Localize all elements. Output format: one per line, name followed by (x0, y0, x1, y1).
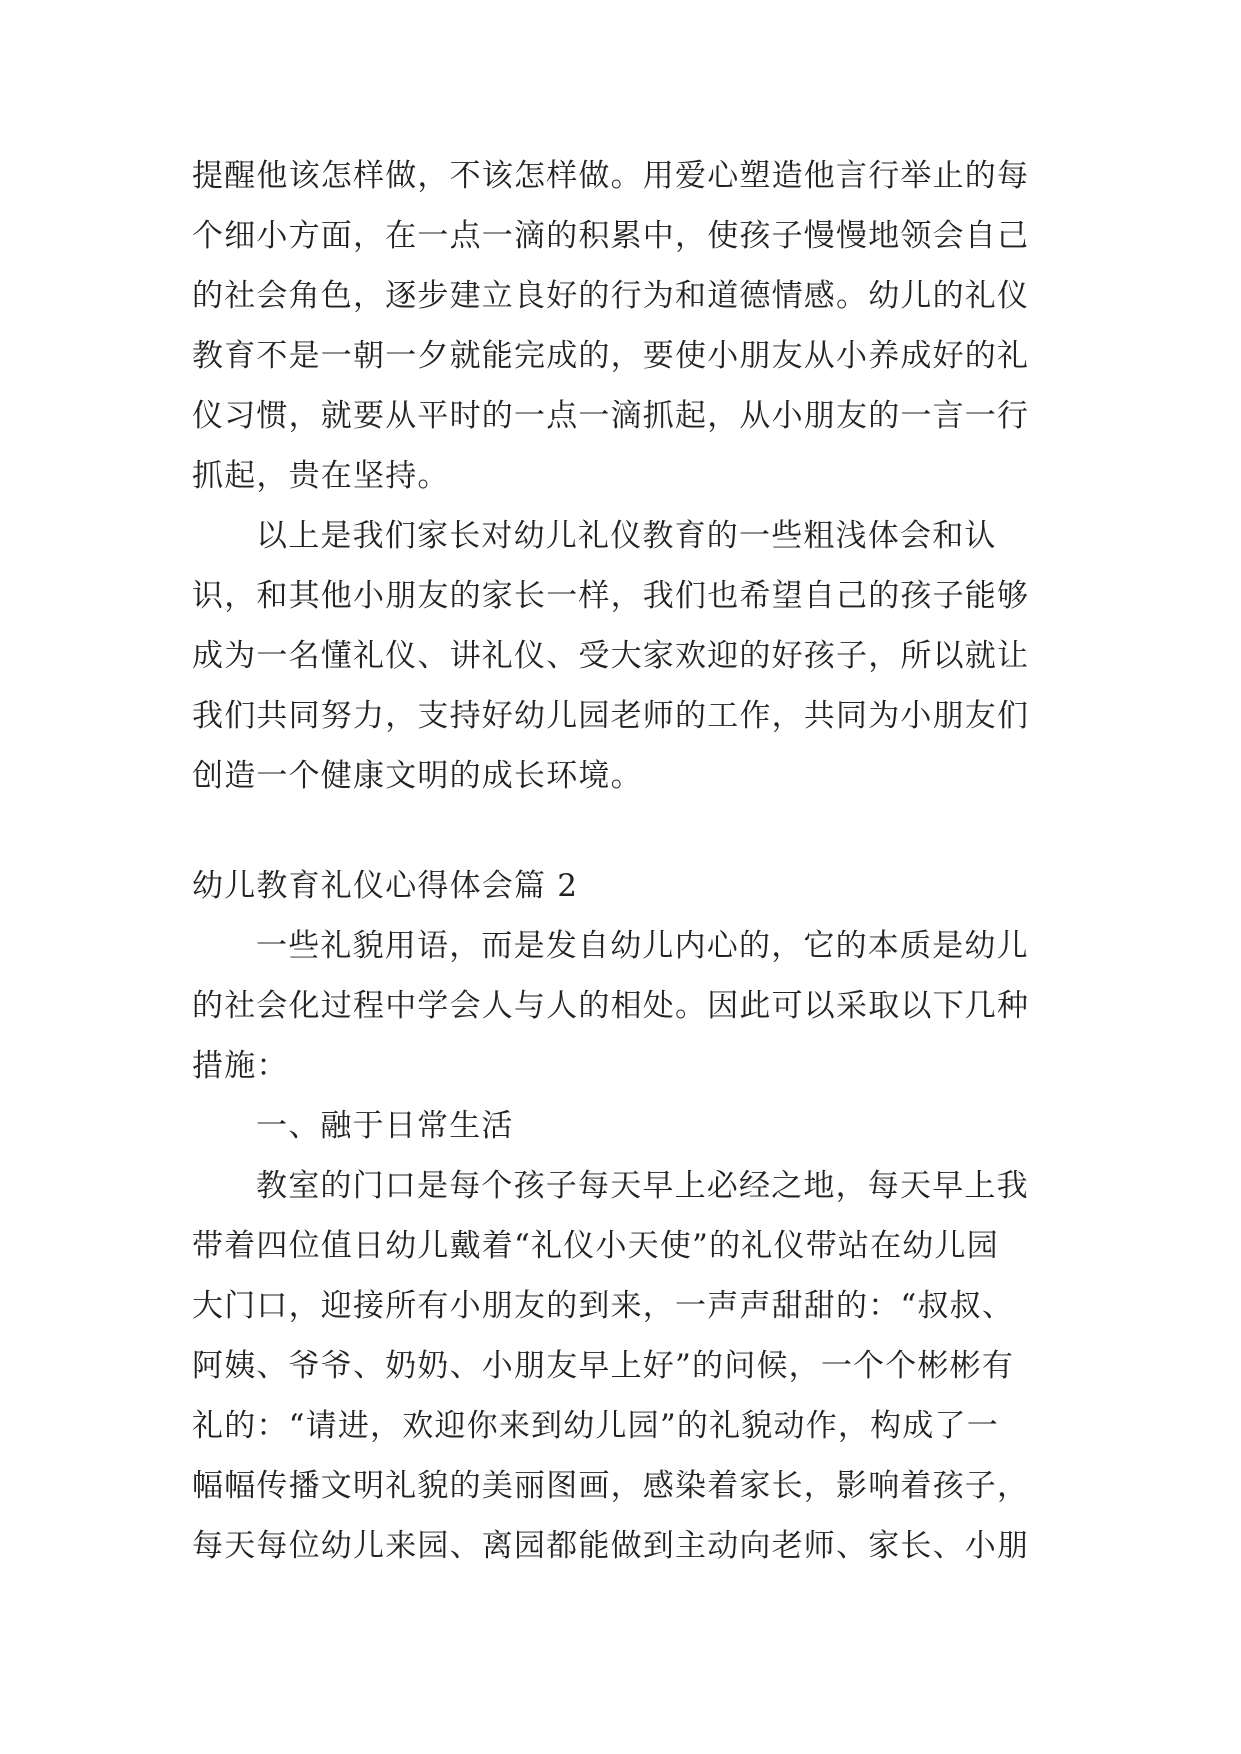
paragraph-line: 礼的：“请进，欢迎你来到幼儿园”的礼貌动作，构成了一 (192, 1408, 999, 1444)
paragraph-line: 仪习惯，就要从平时的一点一滴抓起，从小朋友的一言一行 (192, 398, 1030, 434)
paragraph-line: 一些礼貌用语，而是发自幼儿内心的，它的本质是幼儿 (256, 928, 1029, 964)
paragraph-line: 我们共同努力，支持好幼儿园老师的工作，共同为小朋友们 (192, 698, 1030, 734)
paragraph-line: 幅幅传播文明礼貌的美丽图画，感染着家长，影响着孩子， (192, 1468, 1030, 1504)
paragraph-line: 抓起，贵在坚持。 (192, 458, 450, 494)
paragraph-line: 教育不是一朝一夕就能完成的，要使小朋友从小养成好的礼 (192, 338, 1030, 374)
paragraph-line: 教室的门口是每个孩子每天早上必经之地，每天早上我 (256, 1168, 1029, 1204)
paragraph-line: 个细小方面，在一点一滴的积累中，使孩子慢慢地领会自己 (192, 218, 1030, 254)
paragraph-line: 成为一名懂礼仪、讲礼仪、受大家欢迎的好孩子，所以就让 (192, 638, 1030, 674)
paragraph-line: 的社会角色，逐步建立良好的行为和道德情感。幼儿的礼仪 (192, 278, 1030, 314)
paragraph-line: 创造一个健康文明的成长环境。 (192, 758, 643, 794)
paragraph-line: 提醒他该怎样做，不该怎样做。用爱心塑造他言行举止的每 (192, 158, 1030, 194)
paragraph-line: 识，和其他小朋友的家长一样，我们也希望自己的孩子能够 (192, 578, 1030, 614)
section-heading: 幼儿教育礼仪心得体会篇 2 (192, 868, 579, 904)
paragraph-line: 大门口，迎接所有小朋友的到来，一声声甜甜的：“叔叔、 (192, 1288, 1015, 1324)
paragraph-line: 措施： (192, 1048, 289, 1084)
paragraph-line: 阿姨、爷爷、奶奶、小朋友早上好”的问候，一个个彬彬有 (192, 1348, 1015, 1384)
paragraph-line: 带着四位值日幼儿戴着“礼仪小天使”的礼仪带站在幼儿园 (192, 1228, 999, 1264)
paragraph-line: 每天每位幼儿来园、离园都能做到主动向老师、家长、小朋 (192, 1528, 1030, 1564)
subheading-line: 一、融于日常生活 (256, 1108, 514, 1144)
paragraph-line: 以上是我们家长对幼儿礼仪教育的一些粗浅体会和认 (256, 518, 997, 554)
paragraph-line: 的社会化过程中学会人与人的相处。因此可以采取以下几种 (192, 988, 1030, 1024)
